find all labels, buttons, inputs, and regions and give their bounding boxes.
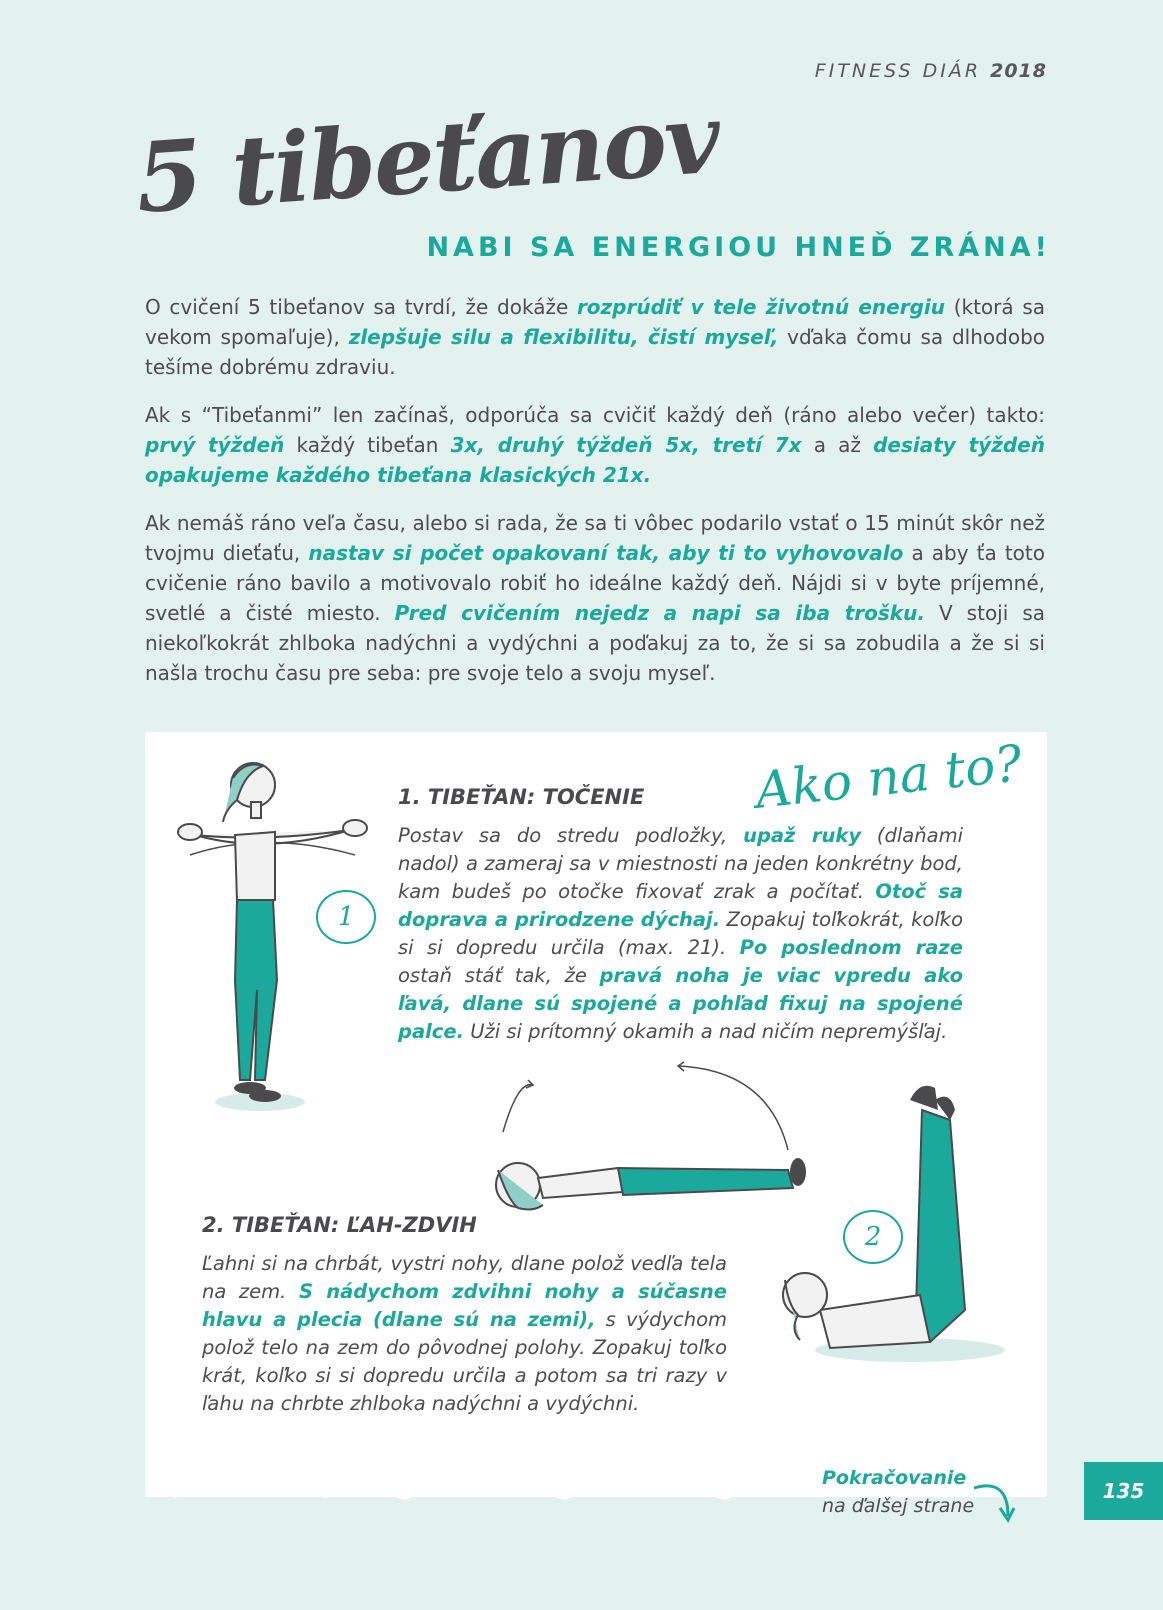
continue-bold: Pokračovanie	[822, 1467, 967, 1489]
continue-rest: na ďalšej strane	[822, 1495, 975, 1517]
text-run: Uži si prítomný okamih a nad ničím nepremýšľaj.	[464, 1020, 948, 1043]
highlighted-text: rozprúdiť v tele životnú energiu	[576, 295, 946, 319]
text-run: (dlaňami nadol) a zameraj sa v miestnosti na jeden konkrétny bod, kam budeš po otočke fixovať zrak a počítať.	[398, 824, 963, 903]
exercise-2-title: 2. TIBEŤAN: ĽAH-ZDVIH	[202, 1213, 477, 1237]
ako-na-to-heading: Ako na to?	[752, 734, 1025, 820]
highlighted-text: prvý týždeň	[145, 433, 285, 457]
intro-paragraph-3	[145, 508, 1045, 688]
text-run: Ľahni si na chrbát, vystri nohy, dlane polož vedľa tela na zem.	[202, 1252, 727, 1303]
text-run: Postav sa do stredu podložky,	[398, 824, 744, 847]
running-header	[815, 60, 1047, 82]
highlighted-text: nastav si počet opakovaní tak, aby ti to vyhovovalo	[308, 541, 904, 565]
page-title: 5 tibeťanov	[132, 81, 722, 235]
highlighted-text: Po poslednom raze	[739, 936, 963, 959]
intro-paragraph-2	[145, 400, 1045, 490]
text-run: V stoji sa niekoľkokrát zhlboka nadýchni a vydýchni a poďakuj za to, že si sa zobudila a že si si našla trochu času pre seba: pre svoje telo a svoju myseľ.	[145, 601, 1046, 685]
text-run: a aby ťa toto cvičenie ráno bavilo a motivovalo robiť ho ideálne každý deň. Nájdi si v byte príjemné, svetlé a čisté miesto.	[145, 541, 1045, 625]
text-run: Ak s “Tibeťanmi” len začínaš, odporúča sa cvičiť každý deň (ráno alebo večer) takto:	[145, 403, 1045, 427]
text-run: každý tibeťan	[284, 433, 451, 457]
text-run: Zopakuj toľkokrát, koľko si si dopredu určila (max. 21).	[398, 908, 964, 959]
exercise-1-description	[398, 822, 963, 1046]
highlighted-text: Pred cvičením nejedz a napi sa iba trošku.	[394, 601, 925, 625]
continue-note	[822, 1464, 974, 1520]
intro-paragraph-1	[145, 292, 1045, 382]
text-run: ostaň stáť tak, že	[398, 964, 600, 987]
text-run: s výdychom polož telo na zem do pôvodnej polohy. Zopakuj toľko krát, koľko si si dopredu určila a potom sa tri razy v ľahu na chrbte zhlboka nadýchni a vydýchni.	[202, 1308, 728, 1415]
exercise-2-description	[202, 1250, 727, 1418]
text-run: vďaka čomu sa dlhodobo tešíme dobrému zdraviu.	[145, 325, 1046, 379]
highlighted-text: zlepšuje silu a flexibilitu, čistí myseľ,	[348, 325, 779, 349]
exercise-number-1: 1	[316, 890, 376, 944]
text-run: Ak nemáš ráno veľa času, alebo si rada, že sa ti vôbec podarilo vstať o 15 minút skôr než tvojmu dieťaťu,	[145, 511, 1045, 565]
header-year: 2018	[990, 60, 1047, 82]
header-label: FITNESS DIÁR	[814, 60, 982, 82]
text-run: a až	[801, 433, 874, 457]
curved-arrow-icon	[968, 1478, 1018, 1528]
highlighted-text: S nádychom zdvihni nohy a súčasne hlavu a plecia (dlane sú na zemi),	[202, 1280, 727, 1331]
page-subtitle: NABI SA ENERGIOU HNEĎ ZRÁNA!	[426, 232, 1051, 263]
text-run: (ktorá sa vekom spomaľuje),	[145, 295, 1045, 349]
exercise-1-title: 1. TIBEŤAN: TOČENIE	[398, 785, 645, 809]
exercise-number-2: 2	[843, 1210, 903, 1264]
standing-figure-illustration	[165, 760, 385, 1130]
text-run: O cvičení 5 tibeťanov sa tvrdí, že dokáže	[145, 295, 577, 319]
page-number: 135	[1084, 1462, 1163, 1520]
highlighted-text: 3x, druhý týždeň 5x, tretí 7x	[450, 433, 802, 457]
highlighted-text: pravá noha je viac vpredu ako ľavá, dlane sú spojené a pohľad fixuj na spojené palce.	[398, 964, 963, 1043]
highlighted-text: desiaty týždeň opakujeme každého tibeťana klasických 21x.	[145, 433, 1045, 487]
highlighted-text: upaž ruky	[743, 824, 862, 847]
highlighted-text: Otoč sa doprava a prirodzene dýchaj.	[398, 880, 963, 931]
